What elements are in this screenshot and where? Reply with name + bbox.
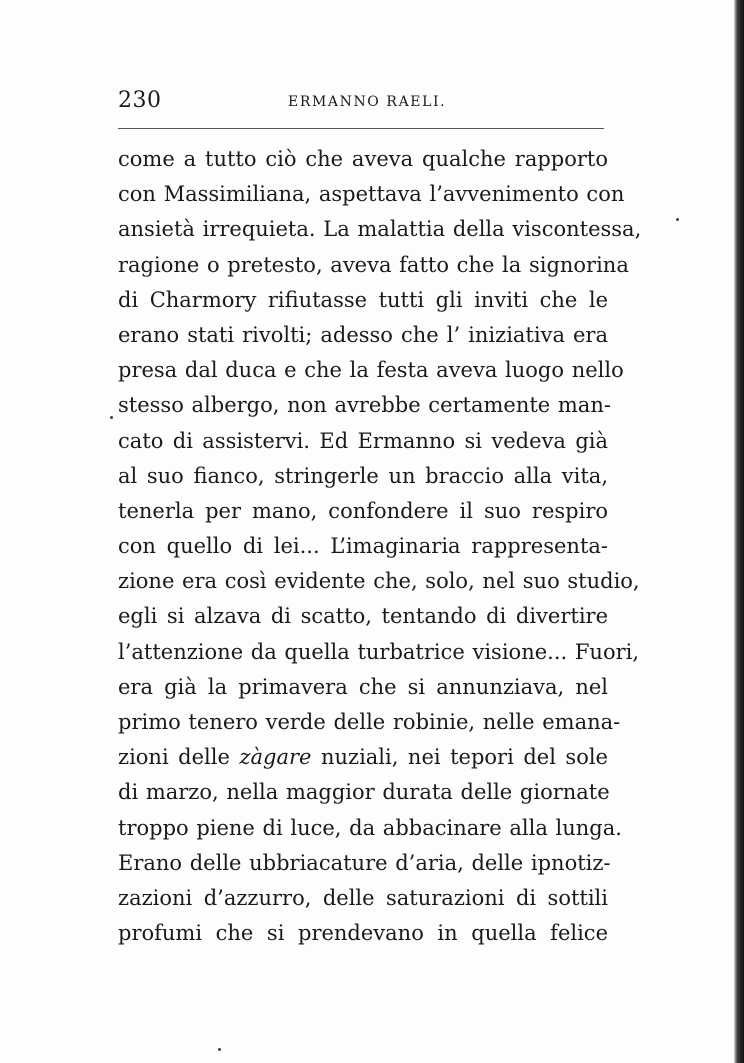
text-line: tenerla per mano, confondere il suo respiro [118,498,608,523]
text-line: zione era così evidente che, solo, nel suo studio, [118,569,640,594]
text-line: stesso albergo, non avrebbe certamente man- [118,393,611,418]
text-line: cato di assistervi. Ed Ermanno si vedeva già [118,428,608,453]
paper-speck [218,1048,221,1051]
text-line: ansietà irrequieta. La malattia della viscontessa, [118,217,642,242]
header-rule [118,128,604,129]
text-line: troppo piene di luce, da abbacinare alla lunga. [118,815,622,840]
page-number: 230 [118,88,162,113]
body-text [118,142,642,951]
text-line: erano stati rivolti; adesso che l’ iniziativa era [118,322,608,347]
paper-speck [110,416,113,419]
running-head: ERMANNO RAELI. [288,94,447,110]
text-line: con Massimiliana, aspettava l’avvenimento con [118,182,625,207]
text-line: di marzo, nella maggior durata delle giornate [118,780,610,805]
text-line: zazioni d’azzurro, delle saturazioni di sottili [118,885,608,910]
text-line: egli si alzava di scatto, tentando di divertire [118,604,608,629]
text-line: di Charmory rifiutasse tutti gli inviti che le [118,287,608,312]
text-line: l’attenzione da quella turbatrice visione... Fuori, [118,639,640,664]
text-line: presa dal duca e che la festa aveva luogo nello [118,358,624,383]
text-line: era già la primavera che si annunziava, nel [118,674,608,699]
paper-speck [676,218,679,221]
text-line: come a tutto ciò che aveva qualche rapporto [118,147,608,171]
text-line: zioni delle zàgare nuziali, nei tepori del sole [118,745,608,770]
page-header [118,88,606,118]
text-line: al suo fianco, stringerle un braccio alla vita, [118,463,608,488]
text-line: Erano delle ubbriacature d’aria, delle ipnotiz- [118,850,611,875]
page-edge-shadow [734,0,744,1063]
text-line: con quello di lei... L’imaginaria rappresenta- [118,534,608,559]
text-line: ragione o pretesto, aveva fatto che la signorina [118,252,629,277]
text-line: primo tenero verde delle robinie, nelle emana- [118,710,621,734]
text-line: profumi che si prendevano in quella felice [118,921,608,946]
